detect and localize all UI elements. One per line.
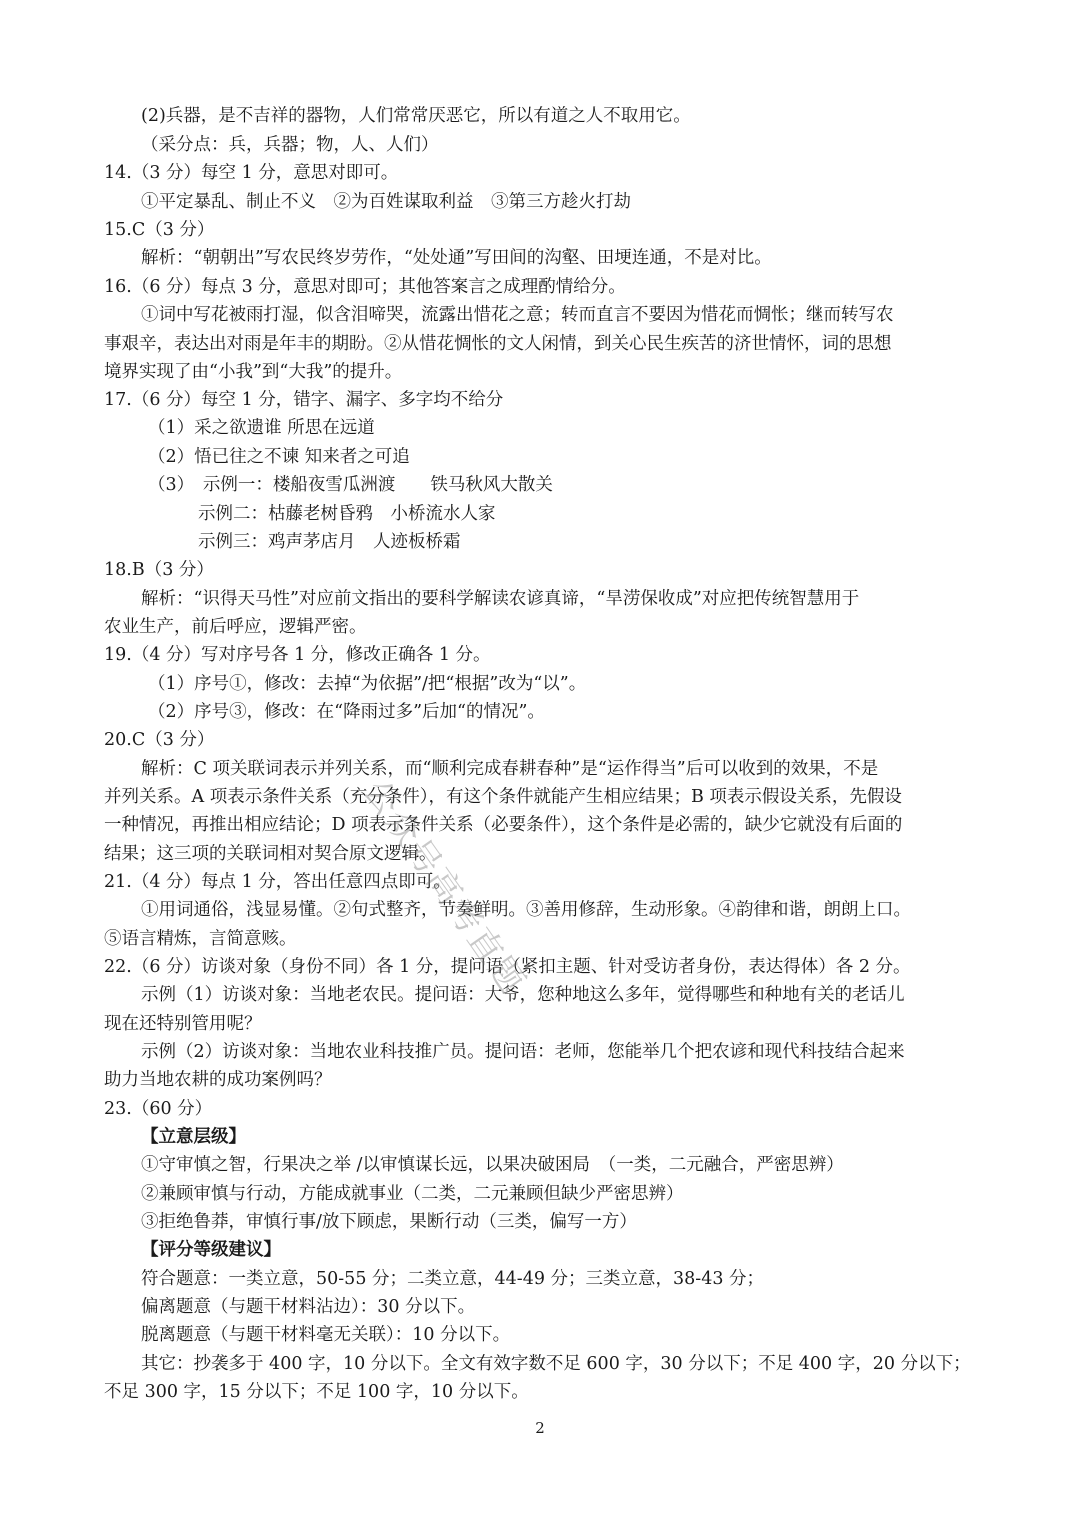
watermark: 公众号高考直题 <box>355 772 533 1002</box>
question-heading: 14.（3 分）每空 1 分，意思对即可。 <box>104 163 399 183</box>
line: ③拒绝鲁莽，审慎行事/放下顾虑，果断行动（三类，偏写一方） <box>141 1212 637 1232</box>
section-heading-grading: 【评分等级建议】 <box>141 1240 281 1260</box>
question-heading: 16.（6 分）每点 3 分，意思对即可；其他答案言之成理酌情给分。 <box>104 277 626 297</box>
section-heading-intent-levels: 【立意层级】 <box>141 1127 246 1147</box>
line: 一种情况，再推出相应结论；D 项表示条件关系（必要条件），这个条件是必需的，缺少它就没有后面的 <box>104 815 903 835</box>
line: 不足 300 字，15 分以下；不足 100 字，10 分以下。 <box>104 1382 529 1402</box>
line: ⑤语言精炼，言简意赅。 <box>104 929 297 949</box>
line: 助力当地农耕的成功案例吗？ <box>104 1070 332 1090</box>
question-heading: 17.（6 分）每空 1 分，错字、漏字、多字均不给分 <box>104 390 504 410</box>
line: （2）悟已往之不谏 知来者之可追 <box>148 447 410 467</box>
line: 示例（1）访谈对象：当地老农民。提问语：大爷，您种地这么多年，觉得哪些和种地有关的老话儿 <box>141 985 905 1005</box>
line: （2）序号③，修改：在“降雨过多”后加“的情况”。 <box>148 702 545 722</box>
question-heading: 18.B（3 分） <box>104 560 214 580</box>
line: ①守审慎之智，行果决之举 /以审慎谋长远，以果决破困局 （一类，二元融合，严密思辨） <box>141 1155 844 1175</box>
question-heading: 20.C（3 分） <box>104 730 215 750</box>
line: 示例三：鸡声茅店月 人迹板桥霜 <box>198 532 461 552</box>
line: 解析：“朝朝出”写农民终岁劳作，“处处通”写田间的沟壑、田埂连通，不是对比。 <box>141 248 772 268</box>
line: 并列关系。A 项表示条件关系（充分条件），有这个条件就能产生相应结果；B 项表示假设关系，先假设 <box>104 787 902 807</box>
line: 符合题意：一类立意，50-55 分；二类立意，44-49 分；三类立意，38-43 分； <box>141 1269 765 1289</box>
line: 解析：C 项关联词表示并列关系，而“顺利完成春耕春种”是“运作得当”后可以收到的效果，不是 <box>141 759 879 779</box>
line: 结果；这三项的关联词相对契合原文逻辑。 <box>104 844 437 864</box>
line: 脱离题意（与题干材料毫无关联）：10 分以下。 <box>141 1325 511 1345</box>
line: 解析：“识得天马性”对应前文指出的要科学解读农谚真谛，“旱涝保收成”对应把传统智慧用于 <box>141 589 860 609</box>
question-heading: 23.（60 分） <box>104 1099 213 1119</box>
line: ①词中写花被雨打湿，似含泪啼哭，流露出惜花之意；转而直言不要因为惜花而惆怅；继而转写农 <box>141 305 894 325</box>
line: 其它：抄袭多于 400 字，10 分以下。全文有效字数不足 600 字，30 分以下；不足 400 字，20 分以下； <box>141 1354 971 1374</box>
line: 农业生产，前后呼应，逻辑严密。 <box>104 617 367 637</box>
line: （1）序号①，修改：去掉“为依据”/把“根据”改为“以”。 <box>148 674 587 694</box>
line: 现在还特别管用呢？ <box>104 1014 262 1034</box>
line: ②兼顾审慎与行动，方能成就事业（二类，二元兼顾但缺少严密思辨） <box>141 1184 684 1204</box>
question-heading: 15.C（3 分） <box>104 220 215 240</box>
line: 偏离题意（与题干材料沾边）：30 分以下。 <box>141 1297 476 1317</box>
line: （采分点：兵，兵器；物，人、人们） <box>141 135 439 155</box>
line: 示例二：枯藤老树昏鸦 小桥流水人家 <box>198 504 496 524</box>
line: (2)兵器，是不吉祥的器物，人们常常厌恶它，所以有道之人不取用它。 <box>141 106 691 126</box>
line: 境界实现了由“小我”到“大我”的提升。 <box>104 362 403 382</box>
question-heading: 21.（4 分）每点 1 分，答出任意四点即可。 <box>104 872 451 892</box>
question-heading: 22.（6 分）访谈对象（身份不同）各 1 分，提问语（紧扣主题、针对受访者身份，表达得体）各 2 分。 <box>104 957 911 977</box>
page-number: 2 <box>535 1419 545 1437</box>
line: （3） 示例一：楼船夜雪瓜洲渡 铁马秋风大散关 <box>148 475 553 495</box>
line: 事艰辛，表达出对雨是年丰的期盼。②从惜花惆怅的文人闲情，到关心民生疾苦的济世情怀，词的思想 <box>104 334 892 354</box>
line: （1）采之欲遗谁 所思在远道 <box>148 418 375 438</box>
question-heading: 19.（4 分）写对序号各 1 分，修改正确各 1 分。 <box>104 645 491 665</box>
line: 示例（2）访谈对象：当地农业科技推广员。提问语：老师，您能举几个把农谚和现代科技结合起来 <box>141 1042 905 1062</box>
line: ①平定暴乱、制止不义 ②为百姓谋取利益 ③第三方趁火打劫 <box>141 192 631 212</box>
line: ①用词通俗，浅显易懂。②句式整齐，节奏鲜明。③善用修辞，生动形象。④韵律和谐，朗朗上口。 <box>141 900 911 920</box>
